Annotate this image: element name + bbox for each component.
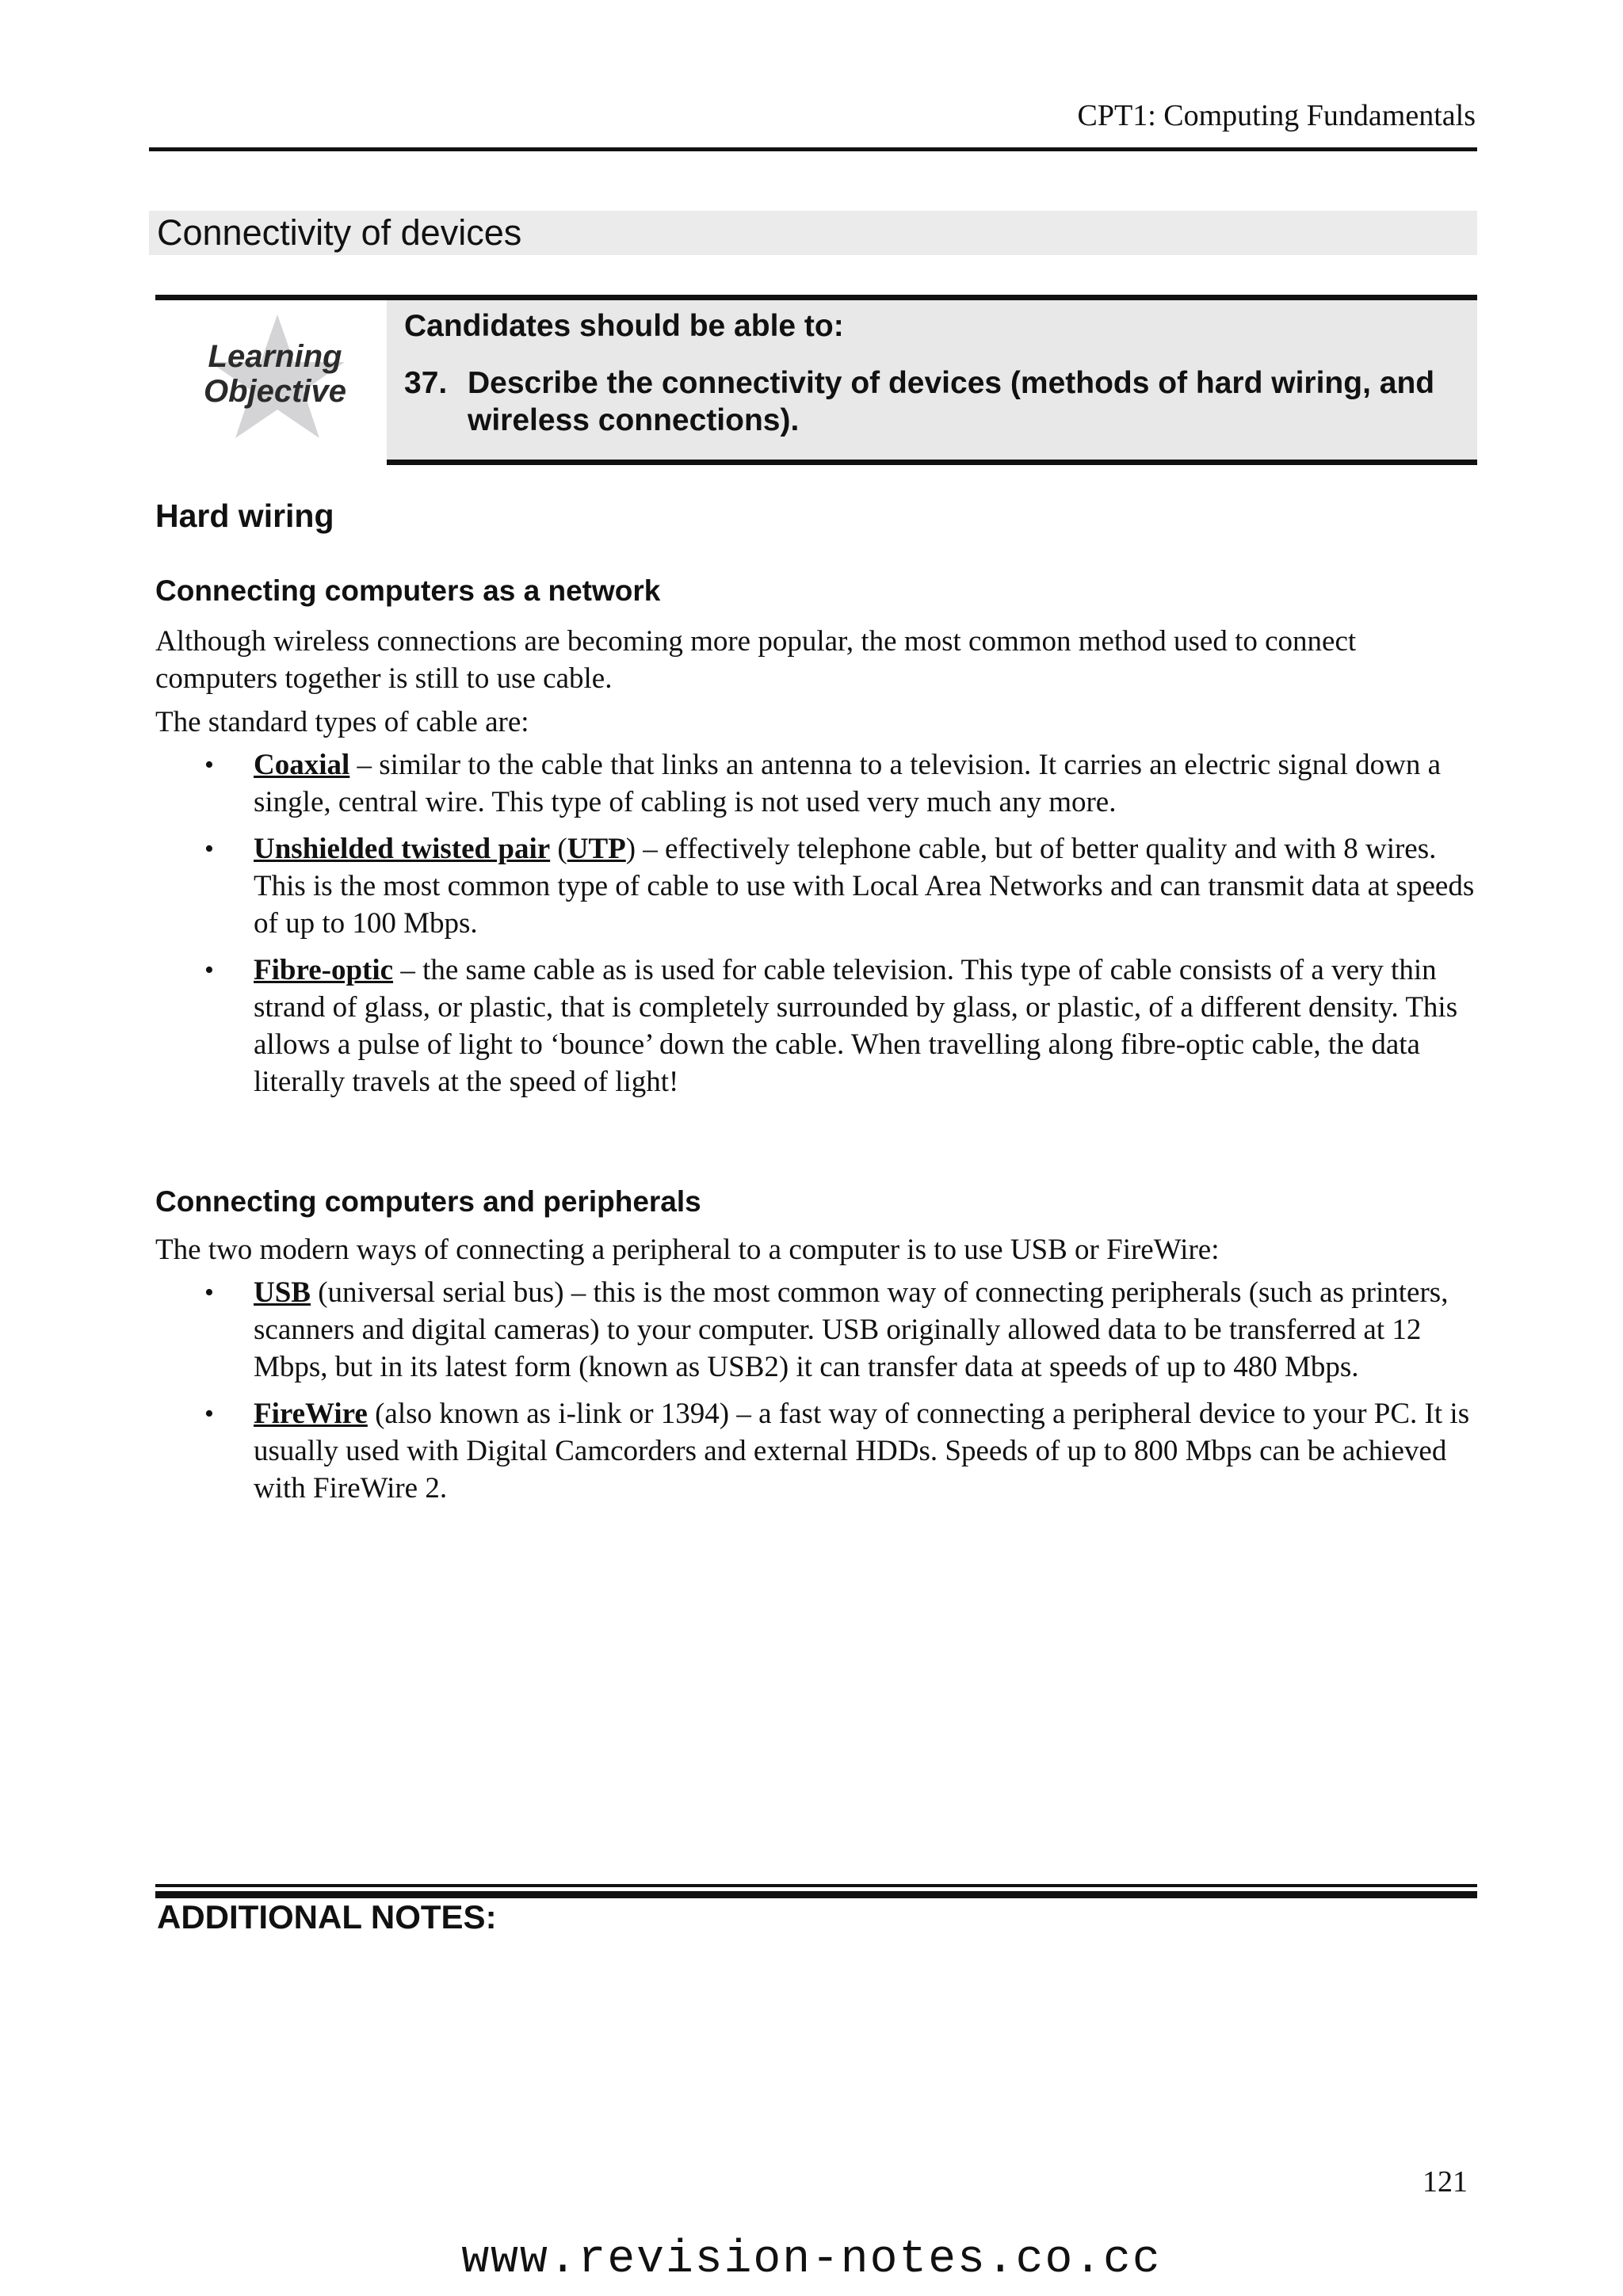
- bullet-marker: •: [204, 1399, 214, 1428]
- heading-peripherals: Connecting computers and peripherals: [155, 1185, 701, 1218]
- learning-objective-icon: [194, 313, 361, 440]
- heading-hard-wiring: Hard wiring: [155, 498, 334, 534]
- firewire-description: (also known as i-link or 1394) – a fast way of connecting a peripheral device to your PC. It is usually used with Digital Camcorders and external HDDs. Speeds of up to 800 Mbps can be achieved with FireWire 2.: [254, 1398, 1470, 1505]
- term-utp: UTP: [567, 833, 626, 865]
- usb-description: (universal serial bus) – this is the most common way of connecting peripherals (such as printers, scanners and digital cameras) to your computer. USB originally allowed data to be transferred at 12 Mbps, but in its latest form (known as USB2) it can transfer data at speeds of up to 480 Mbps.: [254, 1276, 1449, 1383]
- objective-heading: Candidates should be able to:: [404, 309, 844, 343]
- paragraph-cable-types: The standard types of cable are:: [155, 706, 529, 738]
- paragraph-network-intro: Although wireless connections are becoming more popular, the most common method used to connect computers together is still to use cable.: [155, 625, 1357, 695]
- term-unshielded-twisted-pair: Unshielded twisted pair: [254, 833, 551, 865]
- term-coaxial: Coaxial: [254, 749, 350, 781]
- cable-types-list: [155, 746, 1487, 1110]
- header-rule: [149, 147, 1477, 151]
- list-item-fibre-optic: [155, 952, 1487, 1100]
- list-item-utp: [155, 830, 1487, 942]
- objective-text: Describe the connectivity of devices (methods of hard wiring, and wireless connections).: [468, 366, 1435, 437]
- objective-item: [404, 364, 1458, 439]
- objective-bottom-rule: [387, 460, 1477, 465]
- icon-text-learning: Learning: [208, 339, 342, 374]
- term-firewire: FireWire: [254, 1398, 368, 1430]
- bullet-marker: •: [204, 750, 214, 780]
- notes-rule-thick: [155, 1891, 1477, 1898]
- notes-rule-thin: [155, 1884, 1477, 1887]
- heading-network: Connecting computers as a network: [155, 574, 661, 607]
- list-item-coaxial: [155, 746, 1487, 821]
- list-item-firewire: [155, 1395, 1487, 1507]
- running-header: CPT1: Computing Fundamentals: [1077, 99, 1476, 132]
- bullet-marker: •: [204, 834, 214, 864]
- objective-top-rule: [155, 295, 1477, 300]
- coaxial-description: – similar to the cable that links an antenna to a television. It carries an electric signal down a single, central wire. This type of cabling is not used very much any more.: [254, 749, 1442, 818]
- objective-number: 37.: [404, 366, 448, 400]
- section-title: Connectivity of devices: [149, 211, 1477, 255]
- utp-paren-open: (: [550, 833, 567, 865]
- bullet-marker: •: [204, 1278, 214, 1307]
- icon-text-objective: Objective: [203, 374, 347, 409]
- term-usb: USB: [254, 1276, 311, 1309]
- list-item-usb: [155, 1274, 1487, 1386]
- bullet-marker: •: [204, 955, 214, 985]
- additional-notes-title: ADDITIONAL NOTES:: [157, 1898, 497, 1936]
- fibre-optic-description: – the same cable as is used for cable television. This type of cable consists of a very thin strand of glass, or plastic, that is completely surrounded by glass, or plastic, of a different density. This allows a pulse of light to ‘bounce’ down the cable. When travelling along fibre-optic cable, the data literally travels at the speed of light!: [254, 954, 1458, 1098]
- paragraph-peripherals-intro: The two modern ways of connecting a peripheral to a computer is to use USB or FireWire:: [155, 1234, 1220, 1266]
- page-number: 121: [1423, 2165, 1468, 2199]
- peripheral-connections-list: [155, 1274, 1487, 1516]
- utp-description: ) – effectively telephone cable, but of better quality and with 8 wires. This is the most common type of cable to use with Local Area Networks and can transmit data at speeds of up to 100 Mbps.: [254, 833, 1475, 940]
- footer-url: www.revision-notes.co.cc: [461, 2234, 1162, 2286]
- term-fibre-optic: Fibre-optic: [254, 954, 394, 986]
